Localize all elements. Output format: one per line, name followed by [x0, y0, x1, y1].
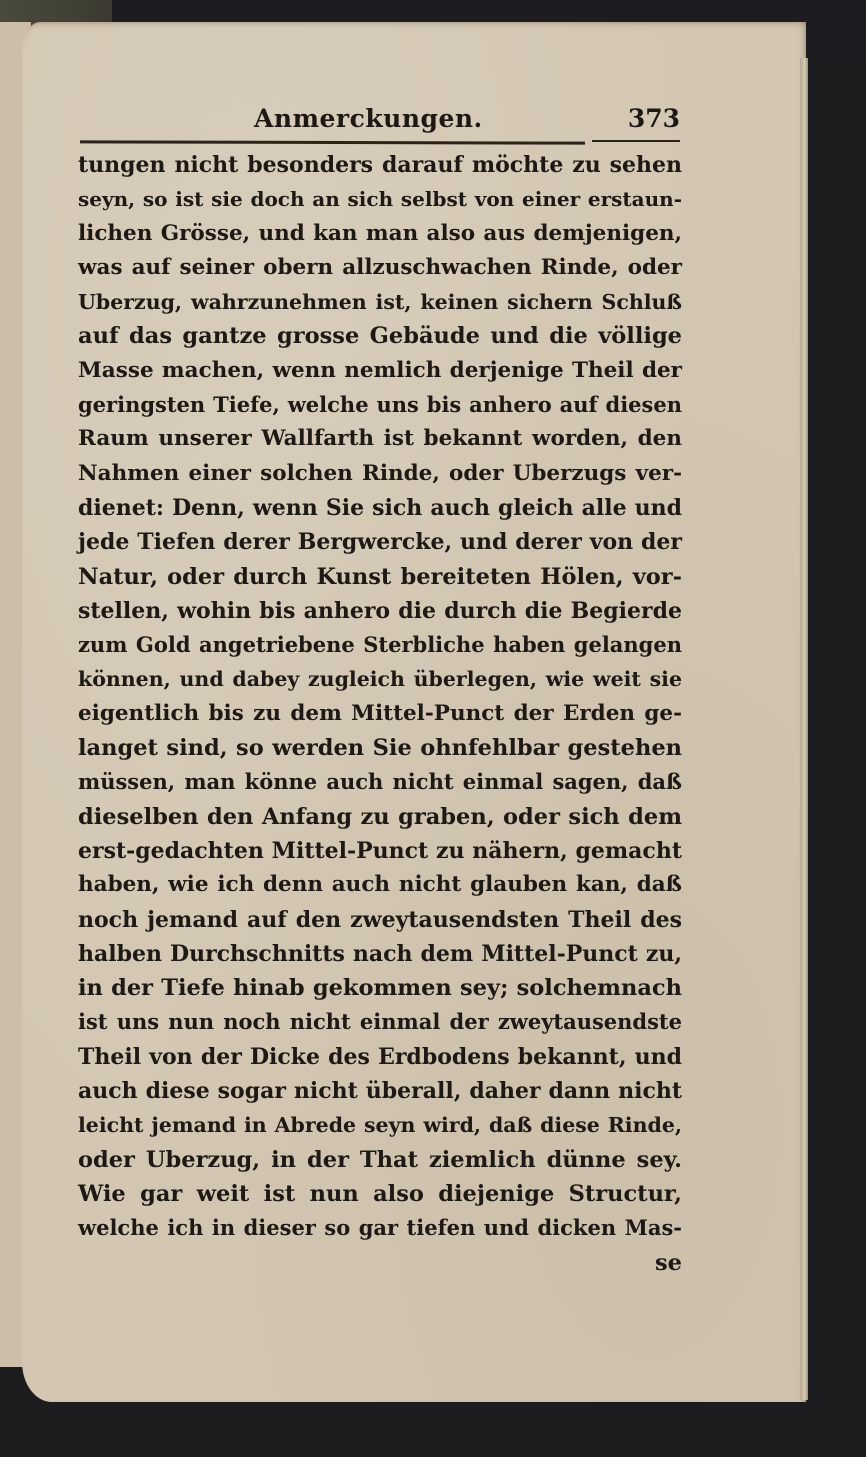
text-line: dienet: Denn, wenn Sie sich auch gleich alle und [78, 494, 682, 521]
text-line: Raum unserer Wallfarth ist bekannt worden, den [78, 426, 682, 452]
text-line: oder Uberzug, in der That ziemlich dünne sey. [78, 1146, 682, 1173]
text-line: seyn, so ist sie doch an sich selbst von einer erstaun- [78, 187, 682, 212]
text-line: auf das gantze grosse Gebäude und die völlige [78, 323, 682, 350]
text-line: auch diese sogar nicht überall, daher dann nicht [78, 1078, 682, 1105]
page-stack-edge [800, 58, 808, 1400]
text-line: lichen Grösse, und kan man also aus demjenigen, [78, 220, 682, 246]
page-number: 373 [627, 104, 680, 133]
text-line: zum Gold angetriebene Sterbliche haben gelangen [78, 632, 682, 658]
text-line: Natur, oder durch Kunst bereiteten Hölen, vor- [78, 563, 682, 590]
text-line: eigentlich bis zu dem Mittel-Punct der Erden ge- [78, 700, 682, 726]
text-line: erst-gedachten Mittel-Punct zu nähern, gemacht [78, 837, 682, 864]
text-line: leicht jemand in Abrede seyn wird, daß diese Rinde, [78, 1113, 682, 1138]
text-line: Masse machen, wenn nemlich derjenige Theil der [78, 357, 682, 383]
text-line: Wie gar weit ist nun also diejenige Structur, [78, 1180, 682, 1207]
text-line: dieselben den Anfang zu graben, oder sich dem [78, 803, 682, 830]
text-line: halben Durchschnitts nach dem Mittel-Punct zu, [78, 940, 682, 967]
page-header [84, 104, 680, 140]
running-head: Anmerckungen. [254, 104, 483, 133]
text-line: müssen, man könne auch nicht einmal sagen, daß [78, 769, 682, 795]
text-line: was auf seiner obern allzuschwachen Rinde, oder [78, 254, 682, 280]
text-line: Uberzug, wahrzunehmen ist, keinen sichern Schluß [78, 290, 682, 315]
text-line: Theil von der Dicke des Erdbodens bekannt, und [78, 1043, 682, 1070]
text-line: können, und dabey zugleich überlegen, wie weit sie [78, 667, 682, 692]
text-line: in der Tiefe hinab gekommen sey; solchemnach [78, 975, 682, 1002]
text-line: stellen, wohin bis anhero die durch die Begierde [78, 597, 682, 624]
text-line: Nahmen einer solchen Rinde, oder Uberzugs ver- [78, 460, 682, 486]
body-text [78, 148, 682, 1280]
catchword: se [655, 1249, 682, 1276]
text-line: tungen nicht besonders darauf möchte zu sehen [78, 152, 682, 178]
text-line: geringsten Tiefe, welche uns bis anhero auf diesen [78, 392, 682, 418]
text-line: haben, wie ich denn auch nicht glauben kan, daß [78, 872, 682, 898]
text-line: ist uns nun noch nicht einmal der zweytausendste [78, 1009, 682, 1035]
header-rule-short [592, 140, 680, 142]
text-line: welche ich in dieser so gar tiefen und dicken Mas- [78, 1215, 682, 1241]
text-line: langet sind, so werden Sie ohnfehlbar gestehen [78, 735, 682, 762]
text-line: jede Tiefen derer Bergwercke, und derer von der [78, 529, 682, 556]
text-line: noch jemand auf den zweytausendsten Theil des [78, 906, 682, 933]
